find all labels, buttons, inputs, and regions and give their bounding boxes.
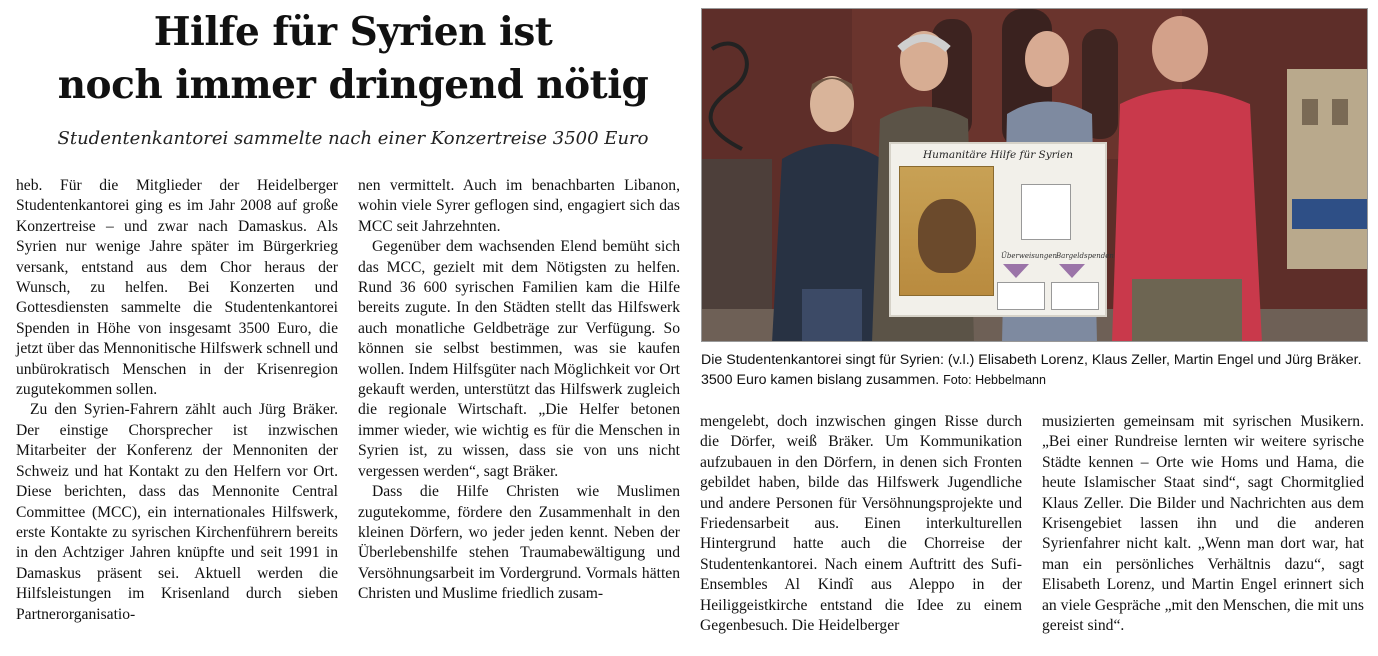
caption-text: Die Studentenkantorei singt für Syrien: (v.l.) Elisabeth Lorenz, Klaus Zeller, Martin Engel und Jürg Bräker. 3500 Euro kamen bislang zusammen. <box>701 352 1362 388</box>
paragraph: Gegenüber dem wachsenden Elend bemüht sich das MCC, gezielt mit dem Nötigsten zu helfen. Rund 36 600 syrischen Familien kam die Hilfe bereits zugute. In den Städten stellt das Hilfswerk auch monatliche Geldbeträge zur Verfügung. So können sie selbst bestimmen, was sie kaufen wollen. Indem Hilfsgüter nach Möglichkeit vor Ort gekauft werden, unterstützt das Hilfswerk zugleich die regionale Wirtschaft. „Die Helfer betonen immer wieder, wie wichtig es für die Menschen in Syrien ist, zu wissen, dass sie von uns nicht vergessen werden“, sagt Bräker. <box>358 238 680 480</box>
donation-poster <box>889 142 1114 317</box>
paragraph: Dass die Hilfe Christen wie Muslimen zugutekomme, fördere den Zusammenhalt in den kleinen Dörfern, wo jeder jeden kennt. Neben der Überlebenshilfe stehen Traumabewältigung und Versöhnungsarbeit im Vordergrund. Vormals hätten Christen und Muslime friedlich zusam- <box>358 483 680 603</box>
paragraph: mengelebt, doch inzwischen gingen Risse durch die Dörfer, weiß Bräker. Um Kommunikation aufzubauen in den Dörfern, in denen sich Fronten gebildet haben, bilde das Hilfswerk Jugendliche und andere Personen für Versöhnungsprojekte und Friedensarbeit aus. Einen interkulturellen Hintergrund hatte auch die Chorreise der Studentenkantorei. Nach einem Auftritt des Sufi-Ensembles Al Kindî aus Aleppo in der Heiliggeistkirche entstand die Idee zu einem Gegenbesuch. Die Heidelberger <box>700 413 1022 635</box>
article-headline <box>0 6 706 112</box>
arrow-down-icon <box>1059 264 1085 278</box>
article-photo <box>701 8 1368 342</box>
article-column-2 <box>358 176 680 605</box>
arrow-down-icon <box>1003 264 1029 278</box>
paragraph: nen vermittelt. Auch im benachbarten Libanon, wohin viele Syrer geflogen sind, engagiert sich das MCC seit Jahrzehnten. <box>358 177 680 235</box>
paragraph: Zu den Syrien-Fahrern zählt auch Jürg Bräker. Der einstige Chorsprecher ist inzwischen Mitarbeiter der Konferenz der Mennoniten der Schweiz und hat Kontakt zu den Helfern vor Ort. Diese berichten, dass das Mennonite Central Committee (MCC), ein internationales Hilfswerk, erste Kontakte zu syrischen Kirchenführern bereits in den Achtziger Jahren knüpfte und seit 1991 in Damaskus präsent sei. Aktuell werden die Hilfsleistungen im Krisenland durch sieben Partnerorganisatio- <box>16 401 338 623</box>
icon-painting <box>899 166 994 296</box>
poster-title: Humanitäre Hilfe für Syrien <box>922 149 1074 161</box>
transfer-box <box>997 282 1045 310</box>
article-column-1 <box>16 176 338 625</box>
article-column-4 <box>1042 412 1364 636</box>
photo-credit: Foto: Hebbelmann <box>943 373 1046 387</box>
poster-photo-box <box>1021 184 1071 240</box>
portrait-icon <box>918 199 976 273</box>
paragraph: heb. Für die Mitglieder der Heidelberger Studentenkantorei ging es im Jahr 2008 auf große Konzertreise – und zwar nach Damaskus. Als Syrien nur wenige Jahre später im Bürgerkrieg versank, entstand aus dem Chor heraus der Wunsch, zu helfen. Bei Konzerten und Gottesdiensten sammelte die Studentenkantorei Spenden in Höhe von insgesamt 3500 Euro, die jetzt über das Mennonitische Hilfswerk schnell und unbürokratisch Menschen in der Krisenregion zugutekommen sollen. <box>16 177 338 399</box>
article-column-3 <box>700 412 1022 636</box>
headline-line-1: Hilfe für Syrien ist <box>153 9 553 55</box>
cash-box <box>1051 282 1099 310</box>
photo-caption <box>701 350 1368 390</box>
paragraph: musizierten gemeinsam mit syrischen Musikern. „Bei einer Rundreise lernten wir weitere syrische Städte kennen – Orte wie Homs und Hama, die heute Islamischer Staat sind“, sagt Chormitglied Klaus Zeller. Die Bilder und Nachrichten aus dem Krisengebiet lassen ihn und die anderen Syrienfahrer nicht kalt. „Wenn man dort war, hat man ein persönliches Verhältnis dazu“, sagt Elisabeth Lorenz, und Martin Engel erinnert sich an viele Gespräche „mit den Menschen, die mit uns gereist sind“. <box>1042 413 1364 635</box>
poster-label-transfers: Überweisungen <box>1001 252 1057 260</box>
headline-line-2: noch immer dringend nötig <box>57 62 649 108</box>
poster-label-cash: Bargeldspenden <box>1056 252 1114 260</box>
article-subheadline: Studentenkantorei sammelte nach einer Konzertreise 3500 Euro <box>57 128 649 149</box>
